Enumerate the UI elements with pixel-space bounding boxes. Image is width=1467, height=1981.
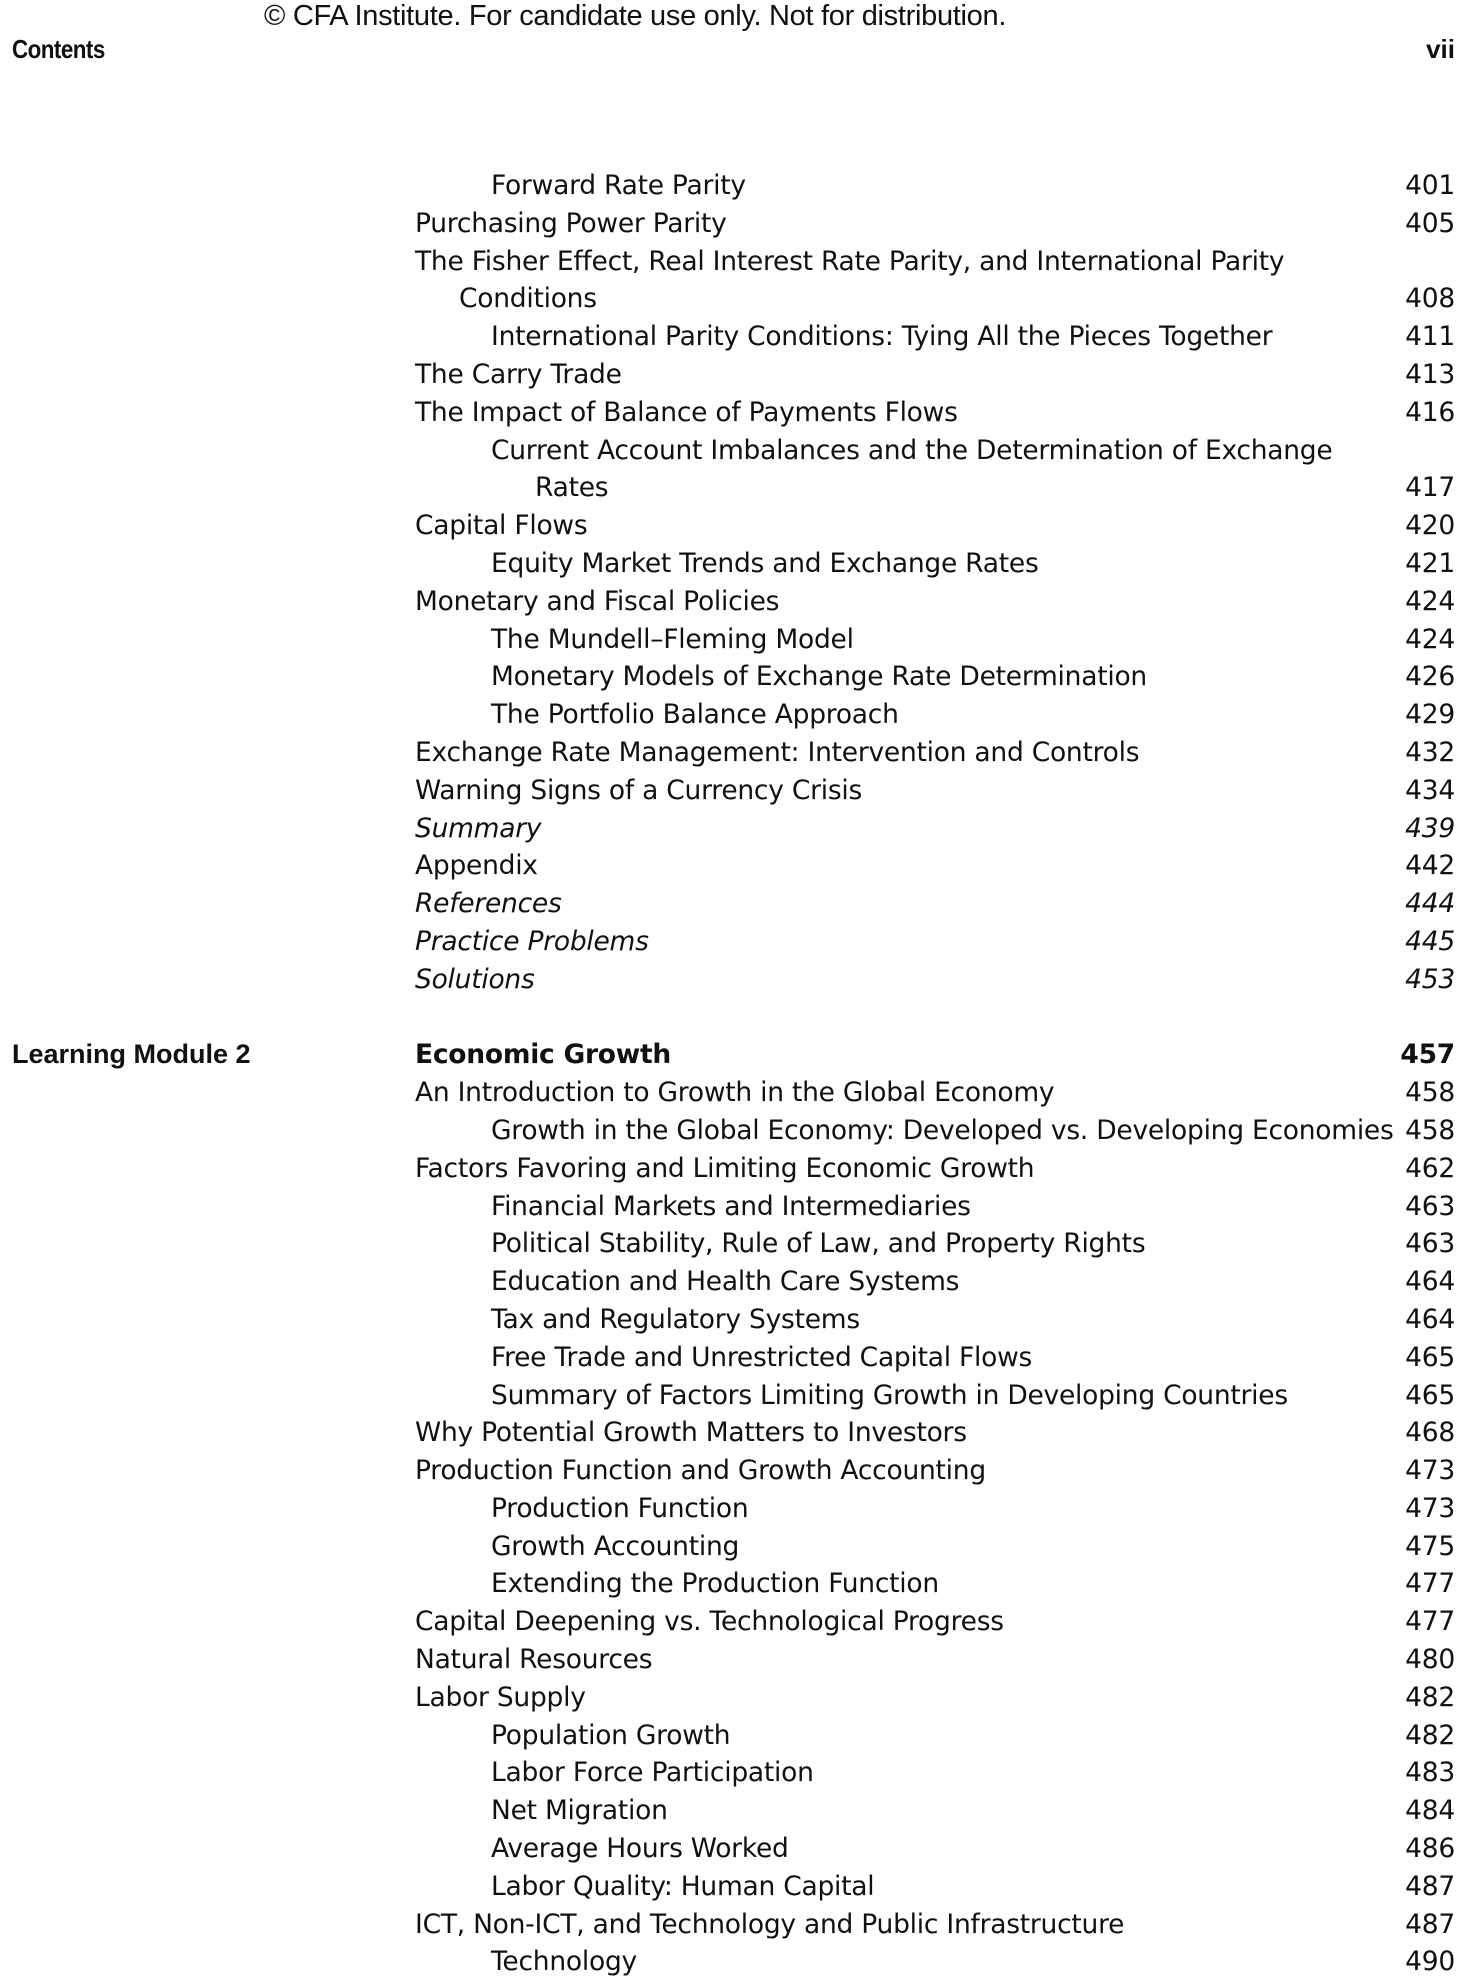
running-header-title: Contents	[12, 34, 105, 64]
toc-entry-title	[0, 1906, 1345, 1944]
toc-entry-page-number: 486	[1405, 1833, 1455, 1865]
toc-entry-title	[0, 243, 1345, 319]
toc-entry-title	[0, 432, 1421, 508]
toc-entry-title-text: Average Hours Worked	[491, 1833, 789, 1865]
toc-entry-title	[0, 1188, 1421, 1226]
toc-entry[interactable]	[0, 1377, 1467, 1415]
toc-entry-title	[0, 621, 1421, 659]
toc-entry-title-text: Population Growth	[491, 1719, 731, 1751]
toc-entry-title	[0, 1792, 1421, 1830]
toc-entry-title-text: Solutions	[415, 963, 535, 995]
toc-entry-title-text: Capital Deepening vs. Technological Progress	[415, 1606, 1004, 1638]
toc-entry-title	[0, 1225, 1421, 1263]
toc-entry-page-number: 463	[1405, 1228, 1455, 1260]
toc-entry-title	[0, 696, 1421, 734]
toc-entry-page-number: 411	[1405, 321, 1455, 353]
toc-entry-page-number: 442	[1405, 850, 1455, 882]
toc-entry-page-number: 482	[1405, 1719, 1455, 1751]
table-of-contents	[0, 167, 1467, 1981]
toc-entry[interactable]	[0, 583, 1467, 621]
toc-entry-title	[0, 658, 1421, 696]
toc-entry-title-text: Labor Quality: Human Capital	[491, 1870, 875, 1902]
toc-entry-title-text: Financial Markets and Intermediaries	[491, 1190, 971, 1222]
toc-entry[interactable]	[0, 318, 1467, 356]
toc-entry-title-text: Extending the Production Function	[491, 1568, 939, 1600]
toc-section-fx	[0, 167, 1467, 999]
toc-entry-title-text: The Mundell–Fleming Model	[491, 623, 854, 655]
toc-entry-title	[0, 1263, 1421, 1301]
toc-entry-title-text: References	[415, 888, 562, 920]
toc-entry-page-number: 424	[1405, 623, 1455, 655]
toc-entry-title-text: Monetary Models of Exchange Rate Determination	[491, 661, 1147, 693]
toc-entry-title	[0, 1112, 1421, 1150]
toc-entry-title	[0, 1943, 1421, 1981]
toc-entry-title-text: Capital Flows	[415, 510, 588, 542]
toc-entry-title	[0, 772, 1345, 810]
toc-entry-page-number: 420	[1405, 510, 1455, 542]
toc-entry[interactable]	[0, 1074, 1467, 1112]
toc-entry[interactable]	[0, 1565, 1467, 1603]
toc-entry-page-number: 463	[1405, 1190, 1455, 1222]
toc-entry-title-text: Net Migration	[491, 1795, 668, 1827]
toc-entry-title-text: The Carry Trade	[415, 358, 622, 390]
toc-entry-title	[0, 583, 1345, 621]
toc-entry-title	[0, 545, 1421, 583]
toc-entry-title-text: Current Account Imbalances and the Determination of Exchange	[491, 434, 1333, 466]
toc-entry-page-number: 439	[1405, 812, 1455, 844]
toc-entry-title	[0, 167, 1421, 205]
toc-entry[interactable]	[0, 1150, 1467, 1188]
toc-entry-title-text: An Introduction to Growth in the Global Economy	[415, 1077, 1055, 1109]
toc-entry[interactable]	[0, 545, 1467, 583]
section-gap	[0, 999, 1467, 1037]
toc-entry-page-number: 426	[1405, 661, 1455, 693]
toc-entry[interactable]	[0, 772, 1467, 810]
toc-entry-title-text: Tax and Regulatory Systems	[491, 1303, 860, 1335]
toc-entry-title	[0, 1339, 1421, 1377]
toc-entry-title	[0, 847, 1345, 885]
toc-entry[interactable]	[0, 167, 1467, 205]
toc-entry[interactable]	[0, 1301, 1467, 1339]
toc-entry-page-number: 473	[1405, 1492, 1455, 1524]
toc-entry-page-number: 416	[1405, 396, 1455, 428]
toc-entry-title-text: The Impact of Balance of Payments Flows	[415, 396, 958, 428]
toc-entry-title	[0, 1452, 1345, 1490]
toc-entry-page-number: 444	[1405, 888, 1455, 920]
toc-entry-page-number: 465	[1405, 1341, 1455, 1373]
toc-entry-page-number: 405	[1405, 207, 1455, 239]
module-label: Learning Module 2	[12, 1039, 251, 1070]
toc-entry-page-number: 483	[1405, 1757, 1455, 1789]
toc-entry-title	[0, 961, 1345, 999]
toc-entry-title-text: Political Stability, Rule of Law, and Property Rights	[491, 1228, 1146, 1260]
toc-entry-title	[0, 394, 1345, 432]
toc-entry[interactable]	[0, 1528, 1467, 1566]
toc-entry-page-number: 490	[1405, 1946, 1455, 1978]
toc-entry-title	[0, 1074, 1345, 1112]
toc-entry-page-number: 413	[1405, 358, 1455, 390]
toc-entry[interactable]	[0, 1792, 1467, 1830]
toc-entry-page-number: 458	[1405, 1114, 1455, 1146]
toc-entry[interactable]	[0, 1414, 1467, 1452]
toc-entry[interactable]	[0, 1603, 1467, 1641]
toc-entry-title-text: Forward Rate Parity	[491, 170, 746, 201]
toc-entry-title	[0, 1868, 1421, 1906]
toc-entry-title-text: The Portfolio Balance Approach	[491, 699, 899, 731]
toc-entry[interactable]	[0, 1225, 1467, 1263]
toc-entry-title-text: The Fisher Effect, Real Interest Rate Parity, and International Parity	[415, 245, 1285, 277]
toc-entry-title	[0, 1754, 1421, 1792]
toc-entry-page-number: 401	[1405, 170, 1455, 201]
toc-entry[interactable]	[0, 734, 1467, 772]
toc-entry-page-number: 468	[1405, 1417, 1455, 1449]
page-number-roman: vii	[1426, 34, 1455, 64]
toc-entry-title	[0, 507, 1345, 545]
toc-entry[interactable]	[0, 621, 1467, 659]
toc-entry-title	[0, 205, 1345, 243]
toc-entry[interactable]	[0, 1339, 1467, 1377]
toc-entry-page-number: 473	[1405, 1455, 1455, 1487]
toc-section-growth	[0, 1074, 1467, 1981]
toc-entry-title	[0, 1717, 1421, 1755]
toc-entry[interactable]	[0, 1641, 1467, 1679]
toc-entry[interactable]	[0, 1679, 1467, 1717]
toc-entry-title	[0, 318, 1421, 356]
toc-entry-title	[0, 356, 1345, 394]
copyright-notice: © CFA Institute. For candidate use only. Not for distribution.	[264, 0, 1007, 32]
toc-entry-page-number: 477	[1405, 1568, 1455, 1600]
toc-entry-page-number: 458	[1405, 1077, 1455, 1109]
toc-entry[interactable]	[0, 1943, 1467, 1981]
toc-entry-title-text: Summary of Factors Limiting Growth in Developing Countries	[491, 1379, 1288, 1411]
toc-entry-page-number: 475	[1405, 1530, 1455, 1562]
toc-entry[interactable]	[0, 810, 1467, 848]
toc-entry-page-number: 482	[1405, 1681, 1455, 1713]
toc-entry-title-text: Labor Force Participation	[491, 1757, 814, 1789]
toc-entry-title	[0, 1603, 1345, 1641]
toc-entry-page-number: 480	[1405, 1644, 1455, 1676]
toc-entry-title-text: Equity Market Trends and Exchange Rates	[491, 547, 1039, 579]
module-page-number: 457	[1400, 1039, 1455, 1071]
toc-entry-title	[0, 810, 1345, 848]
toc-entry[interactable]	[0, 1452, 1467, 1490]
toc-entry[interactable]	[0, 356, 1467, 394]
toc-entry-page-number: 432	[1405, 736, 1455, 768]
toc-entry-title	[0, 1377, 1421, 1415]
toc-entry[interactable]	[0, 1263, 1467, 1301]
toc-entry-title	[0, 1528, 1421, 1566]
toc-entry[interactable]	[0, 1112, 1467, 1150]
toc-entry-title	[0, 1301, 1421, 1339]
toc-entry-title-text: ICT, Non-ICT, and Technology and Public Infrastructure	[415, 1908, 1125, 1940]
toc-entry-title	[0, 1565, 1421, 1603]
toc-entry-page-number: 465	[1405, 1379, 1455, 1411]
toc-entry-page-number: 434	[1405, 774, 1455, 806]
toc-entry-title-text: Monetary and Fiscal Policies	[415, 585, 780, 617]
toc-entry[interactable]	[0, 923, 1467, 961]
toc-entry-title	[0, 885, 1345, 923]
toc-entry-title-continuation: Conditions	[459, 283, 597, 315]
toc-entry[interactable]	[0, 1490, 1467, 1528]
toc-entry-title	[0, 1679, 1345, 1717]
toc-entry-title-text: Appendix	[415, 850, 538, 882]
toc-entry[interactable]	[0, 1717, 1467, 1755]
toc-entry-page-number: 453	[1405, 963, 1455, 995]
toc-entry[interactable]	[0, 507, 1467, 545]
toc-entry-title-text: Production Function and Growth Accounting	[415, 1455, 986, 1487]
toc-entry[interactable]	[0, 658, 1467, 696]
toc-entry-page-number: 408	[1405, 283, 1455, 315]
toc-entry-title	[0, 923, 1345, 961]
toc-entry-page-number: 429	[1405, 699, 1455, 731]
toc-entry[interactable]	[0, 1188, 1467, 1226]
toc-entry-title	[0, 1830, 1421, 1868]
toc-entry-page-number: 424	[1405, 585, 1455, 617]
toc-entry-page-number: 487	[1405, 1870, 1455, 1902]
toc-entry-title-text: Why Potential Growth Matters to Investors	[415, 1417, 967, 1449]
toc-entry-page-number: 464	[1405, 1266, 1455, 1298]
toc-entry-title-text: Warning Signs of a Currency Crisis	[415, 774, 863, 806]
toc-entry-page-number: 477	[1405, 1606, 1455, 1638]
toc-entry[interactable]	[0, 394, 1467, 432]
toc-entry-title	[0, 734, 1345, 772]
toc-entry[interactable]	[0, 205, 1467, 243]
toc-entry-title	[0, 1490, 1421, 1528]
toc-entry-page-number: 487	[1405, 1908, 1455, 1940]
module-title: Economic Growth	[415, 1039, 672, 1071]
toc-entry[interactable]	[0, 243, 1467, 319]
toc-entry-title-text: Purchasing Power Parity	[415, 207, 727, 239]
toc-entry-title-continuation: Rates	[535, 472, 609, 504]
toc-entry-title-text: Education and Health Care Systems	[491, 1266, 960, 1298]
toc-entry[interactable]	[0, 1754, 1467, 1792]
toc-entry-page-number: 462	[1405, 1152, 1455, 1184]
toc-entry-page-number: 464	[1405, 1303, 1455, 1335]
toc-entry-page-number: 417	[1405, 472, 1455, 504]
toc-entry[interactable]	[0, 1830, 1467, 1868]
toc-entry-title-text: International Parity Conditions: Tying All the Pieces Together	[491, 321, 1273, 353]
toc-entry-page-number: 484	[1405, 1795, 1455, 1827]
toc-entry[interactable]	[0, 1906, 1467, 1944]
toc-entry[interactable]	[0, 432, 1467, 508]
toc-entry-title-text: Natural Resources	[415, 1644, 653, 1676]
toc-entry-title-text: Exchange Rate Management: Intervention and Controls	[415, 736, 1140, 768]
toc-entry-title-text: Summary	[415, 812, 542, 844]
toc-module-row[interactable]	[0, 1036, 1467, 1074]
toc-entry[interactable]	[0, 1868, 1467, 1906]
toc-entry-title-text: Growth Accounting	[491, 1530, 740, 1562]
toc-entry[interactable]	[0, 847, 1467, 885]
toc-entry-title	[0, 1150, 1345, 1188]
toc-entry[interactable]	[0, 696, 1467, 734]
toc-entry-page-number: 445	[1405, 925, 1455, 957]
toc-entry-title-text: Practice Problems	[415, 925, 649, 957]
toc-entry-title-text: Technology	[491, 1946, 637, 1978]
toc-entry-title-text: Growth in the Global Economy: Developed vs. Developing Economies	[491, 1114, 1394, 1146]
toc-entry-title-text: Labor Supply	[415, 1681, 586, 1713]
toc-entry-title	[0, 1414, 1345, 1452]
toc-entry-title-text: Free Trade and Unrestricted Capital Flows	[491, 1341, 1033, 1373]
toc-entry[interactable]	[0, 961, 1467, 999]
toc-entry-title-text: Production Function	[491, 1492, 749, 1524]
toc-entry[interactable]	[0, 885, 1467, 923]
toc-entry-title-text: Factors Favoring and Limiting Economic Growth	[415, 1152, 1035, 1184]
toc-entry-page-number: 421	[1405, 547, 1455, 579]
toc-entry-title	[0, 1641, 1345, 1679]
